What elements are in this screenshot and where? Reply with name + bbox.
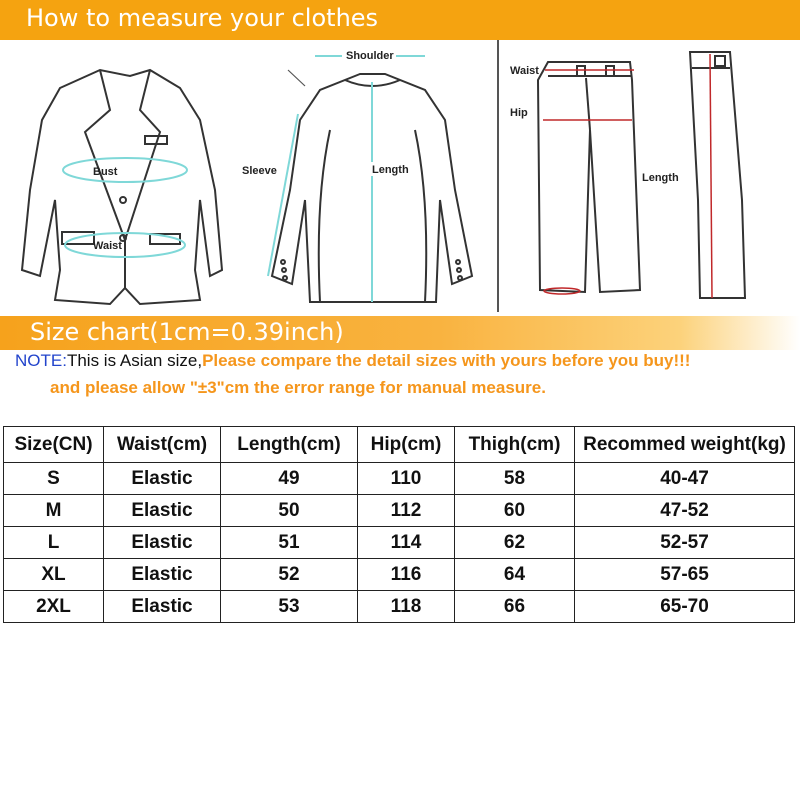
- table-row: [4, 527, 795, 559]
- size-chart-title: Size chart(1cm=0.39inch): [30, 318, 344, 346]
- bust-label: Bust: [93, 166, 118, 178]
- pants-front-drawing: [538, 62, 640, 292]
- cell-hip: 112: [358, 495, 455, 527]
- size-chart-banner: [0, 316, 800, 350]
- cell-waist: Elastic: [104, 527, 221, 559]
- note-line-2: and please allow "±3"cm the error range for manual measure.: [50, 378, 546, 397]
- cell-waist: Elastic: [104, 591, 221, 623]
- note-compare: Please compare the detail sizes with yours before you buy!!!: [202, 351, 691, 370]
- cell-thigh: 58: [455, 463, 575, 495]
- jacket-front-drawing: [22, 70, 222, 304]
- measurement-diagram: [0, 40, 800, 312]
- length-label-jacket: Length: [372, 164, 409, 176]
- table-row: [4, 559, 795, 591]
- cell-weight: 40-47: [575, 463, 795, 495]
- cell-length: 51: [221, 527, 358, 559]
- cell-length: 52: [221, 559, 358, 591]
- cell-weight: 47-52: [575, 495, 795, 527]
- waist-label-pants: Waist: [510, 65, 539, 77]
- cell-length: 49: [221, 463, 358, 495]
- waist-label-jacket: Waist: [93, 240, 122, 252]
- cell-hip: 116: [358, 559, 455, 591]
- header-waist: Waist(cm): [104, 427, 221, 463]
- header-hip: Hip(cm): [358, 427, 455, 463]
- note-line-1: [15, 351, 690, 371]
- cell-size: XL: [4, 559, 104, 591]
- table-header-row: [4, 427, 795, 463]
- cell-size: S: [4, 463, 104, 495]
- sleeve-label: Sleeve: [242, 165, 277, 177]
- cell-length: 53: [221, 591, 358, 623]
- header-weight: Recommed weight(kg): [575, 427, 795, 463]
- pants-side-measure-line: [710, 54, 712, 298]
- cell-weight: 52-57: [575, 527, 795, 559]
- pants-side-drawing: [690, 52, 745, 298]
- cell-waist: Elastic: [104, 495, 221, 527]
- table-row: [4, 495, 795, 527]
- top-banner: [0, 0, 800, 40]
- note-label: NOTE:: [15, 351, 67, 370]
- cell-size: L: [4, 527, 104, 559]
- header-thigh: Thigh(cm): [455, 427, 575, 463]
- length-label-pants: Length: [642, 172, 679, 184]
- cell-waist: Elastic: [104, 463, 221, 495]
- header-size: Size(CN): [4, 427, 104, 463]
- table-row: [4, 591, 795, 623]
- cell-hip: 114: [358, 527, 455, 559]
- hip-label: Hip: [510, 107, 528, 119]
- page-title: How to measure your clothes: [26, 4, 379, 32]
- measurement-illustrations: [0, 40, 800, 312]
- cell-size: 2XL: [4, 591, 104, 623]
- note-asian-size: This is Asian size,: [66, 351, 203, 370]
- cell-thigh: 64: [455, 559, 575, 591]
- shoulder-label: Shoulder: [346, 50, 394, 62]
- cell-thigh: 62: [455, 527, 575, 559]
- cell-weight: 65-70: [575, 591, 795, 623]
- cell-size: M: [4, 495, 104, 527]
- cell-weight: 57-65: [575, 559, 795, 591]
- cell-thigh: 60: [455, 495, 575, 527]
- cell-waist: Elastic: [104, 559, 221, 591]
- table-row: [4, 463, 795, 495]
- cell-hip: 118: [358, 591, 455, 623]
- cell-hip: 110: [358, 463, 455, 495]
- header-length: Length(cm): [221, 427, 358, 463]
- divider: [497, 40, 499, 312]
- cell-length: 50: [221, 495, 358, 527]
- cell-thigh: 66: [455, 591, 575, 623]
- size-table: [3, 426, 795, 623]
